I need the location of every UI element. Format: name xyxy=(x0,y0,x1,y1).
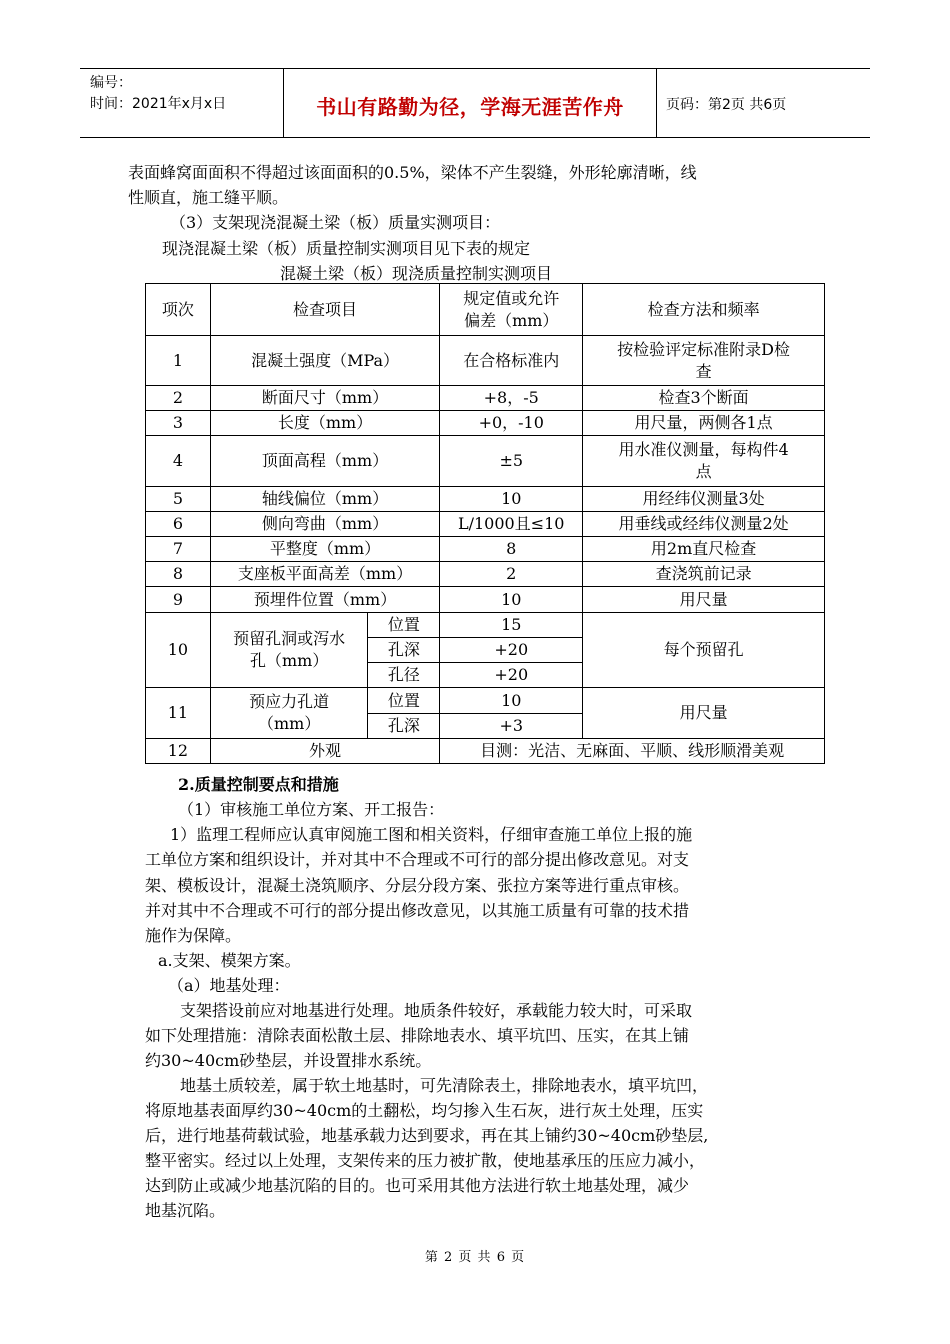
page-number-info: 页码：第2页 共6页 xyxy=(666,97,787,113)
row-subitem: 孔深 xyxy=(368,714,440,739)
row-item: 轴线偏位（mm） xyxy=(210,487,439,512)
row-spec: 15 xyxy=(440,613,583,638)
row-index: 3 xyxy=(146,411,211,436)
row-item xyxy=(210,688,368,739)
row-spec: +20 xyxy=(440,663,583,688)
body-text-line: （a）地基处理： xyxy=(168,976,290,995)
body-text-line: a.支架、模架方案。 xyxy=(158,951,301,970)
row-method xyxy=(583,436,825,487)
table-row xyxy=(146,411,825,436)
row-subitem: 位置 xyxy=(368,688,440,714)
row-index: 10 xyxy=(146,613,211,688)
row-subitem: 位置 xyxy=(368,613,440,638)
row-method: 用尺量 xyxy=(583,688,825,739)
row-method xyxy=(583,336,825,386)
row-method: 每个预留孔 xyxy=(583,613,825,688)
row-spec: 8 xyxy=(440,537,583,562)
row-index: 4 xyxy=(146,436,211,487)
table-header-row xyxy=(146,284,825,336)
table-row xyxy=(146,512,825,537)
row-method: 检查3个断面 xyxy=(583,386,825,411)
row-spec: +8，-5 xyxy=(440,386,583,411)
row-subitem: 孔深 xyxy=(368,638,440,663)
row-method-line: 按检验评定标准附录D检 xyxy=(617,339,791,359)
row-index: 6 xyxy=(146,512,211,537)
row-index: 2 xyxy=(146,386,211,411)
quality-control-table xyxy=(145,283,825,764)
table-row xyxy=(146,436,825,487)
row-index: 7 xyxy=(146,537,211,562)
body-text-line: 地基沉陷。 xyxy=(145,1201,226,1220)
row-spec: +20 xyxy=(440,638,583,663)
table-row xyxy=(146,739,825,764)
row-spec: +0，-10 xyxy=(440,411,583,436)
body-text-line: 约30~40cm砂垫层，并设置排水系统。 xyxy=(145,1051,432,1070)
row-method-line: 点 xyxy=(695,462,712,481)
header-divider xyxy=(656,69,657,137)
document-date-label: 时间：2021年x月x日 xyxy=(90,96,227,112)
table-row xyxy=(146,336,825,386)
section-heading: 2.质量控制要点和措施 xyxy=(178,775,339,794)
row-item: 顶面高程（mm） xyxy=(210,436,439,487)
row-index: 12 xyxy=(146,739,211,764)
body-text-line: 架、模板设计，混凝土浇筑顺序、分层分段方案、张拉方案等进行重点审核。 xyxy=(145,876,690,895)
row-item-line: 预应力孔道 xyxy=(249,692,330,711)
row-item: 断面尺寸（mm） xyxy=(210,386,439,411)
body-text-line: 整平密实。经过以上处理，支架传来的压力被扩散，使地基承压的压应力减小， xyxy=(145,1151,706,1170)
row-method: 用经纬仪测量3处 xyxy=(583,487,825,512)
body-text-line: 达到防止或减少地基沉陷的目的。也可采用其他方法进行软土地基处理，减少 xyxy=(145,1176,690,1195)
body-text-line: 工单位方案和组织设计，并对其中不合理或不可行的部分提出修改意见。对支 xyxy=(145,850,690,869)
body-text-line: 地基土质较差，属于软土地基时，可先清除表土，排除地表水，填平坑凹， xyxy=(180,1076,709,1095)
row-item: 支座板平面高差（mm） xyxy=(210,562,439,587)
table-row xyxy=(146,537,825,562)
row-item xyxy=(210,613,368,688)
row-method: 用尺量 xyxy=(583,587,825,613)
header-spec-line: 规定值或允许 xyxy=(463,288,560,308)
row-item: 侧向弯曲（mm） xyxy=(210,512,439,537)
body-text-line: 支架搭设前应对地基进行处理。地质条件较好，承载能力较大时，可采取 xyxy=(180,1001,693,1020)
body-text-line: 后，进行地基荷载试验，地基承载力达到要求，再在其上铺约30~40cm砂垫层, xyxy=(145,1126,709,1145)
row-subitem: 孔径 xyxy=(368,663,440,688)
table-row xyxy=(146,688,825,714)
header-cell-index: 项次 xyxy=(146,284,211,336)
body-text-line: 如下处理措施：清除表面松散土层、排除地表水、填平坑凹、压实，在其上铺 xyxy=(145,1026,690,1045)
row-item-line: 孔（mm） xyxy=(249,651,329,670)
body-text-line: 1）监理工程师应认真审阅施工图和相关资料，仔细审查施工单位上报的施 xyxy=(170,825,693,844)
row-method: 用尺量，两侧各1点 xyxy=(583,411,825,436)
body-text-line: 施作为保障。 xyxy=(145,926,242,945)
page-footer: 第 2 页 共 6 页 xyxy=(424,1250,526,1265)
table-row xyxy=(146,613,825,638)
row-method: 用2m直尺检查 xyxy=(583,537,825,562)
document-number-label: 编号： xyxy=(90,75,132,91)
table-row xyxy=(146,587,825,613)
header-cell-spec xyxy=(440,284,583,336)
row-spec: ±5 xyxy=(440,436,583,487)
row-method: 用垂线或经纬仪测量2处 xyxy=(583,512,825,537)
row-index: 11 xyxy=(146,688,211,739)
table-row xyxy=(146,487,825,512)
subsection-heading: （3）支架现浇混凝土梁（板）质量实测项目： xyxy=(170,213,501,232)
table-row xyxy=(146,386,825,411)
row-item: 外观 xyxy=(210,739,439,764)
row-index: 9 xyxy=(146,587,211,613)
row-item: 长度（mm） xyxy=(210,411,439,436)
row-spec: +3 xyxy=(440,714,583,739)
row-spec: L/1000且≤10 xyxy=(440,512,583,537)
table-row xyxy=(146,562,825,587)
header-cell-method: 检查方法和频率 xyxy=(583,284,825,336)
row-index: 5 xyxy=(146,487,211,512)
row-item: 平整度（mm） xyxy=(210,537,439,562)
row-index: 1 xyxy=(146,336,211,386)
row-item-line: 预留孔洞或泻水 xyxy=(233,629,346,648)
row-spec: 2 xyxy=(440,562,583,587)
row-method: 查浇筑前记录 xyxy=(583,562,825,587)
row-method-line: 用水准仪测量，每构件4 xyxy=(618,440,789,459)
row-item-line: （mm） xyxy=(257,714,321,733)
header-cell-item: 检查项目 xyxy=(210,284,439,336)
row-index: 8 xyxy=(146,562,211,587)
body-text-line: 将原地基表面厚约30~40cm的土翻松，均匀掺入生石灰，进行灰土处理，压实 xyxy=(145,1101,704,1120)
body-text-line: 现浇混凝土梁（板）质量控制实测项目见下表的规定 xyxy=(162,239,531,258)
header-meta xyxy=(90,73,226,115)
page-header xyxy=(80,68,870,138)
body-text-line: 并对其中不合理或不可行的部分提出修改意见，以其施工质量有可靠的技术措 xyxy=(145,901,690,920)
body-text-line: 表面蜂窝面面积不得超过该面面积的0.5%，梁体不产生裂缝，外形轮廓清晰，线 xyxy=(128,163,697,182)
row-spec: 在合格标准内 xyxy=(440,336,583,386)
row-spec: 10 xyxy=(440,587,583,613)
subsection-heading: （1）审核施工单位方案、开工报告： xyxy=(178,800,445,819)
row-item: 混凝土强度（MPa） xyxy=(210,336,439,386)
row-item: 预埋件位置（mm） xyxy=(210,587,439,613)
row-spec: 10 xyxy=(440,487,583,512)
row-method-line: 查 xyxy=(695,361,712,381)
table-caption: 混凝土梁（板）现浇质量控制实测项目 xyxy=(280,264,553,283)
row-description: 目测：光洁、无麻面、平顺、线形顺滑美观 xyxy=(440,739,825,764)
header-spec-line: 偏差（mm） xyxy=(464,310,559,330)
row-spec: 10 xyxy=(440,688,583,714)
body-text-line: 性顺直，施工缝平顺。 xyxy=(128,188,289,207)
header-motto: 书山有路勤为径，学海无涯苦作舟 xyxy=(316,95,624,119)
